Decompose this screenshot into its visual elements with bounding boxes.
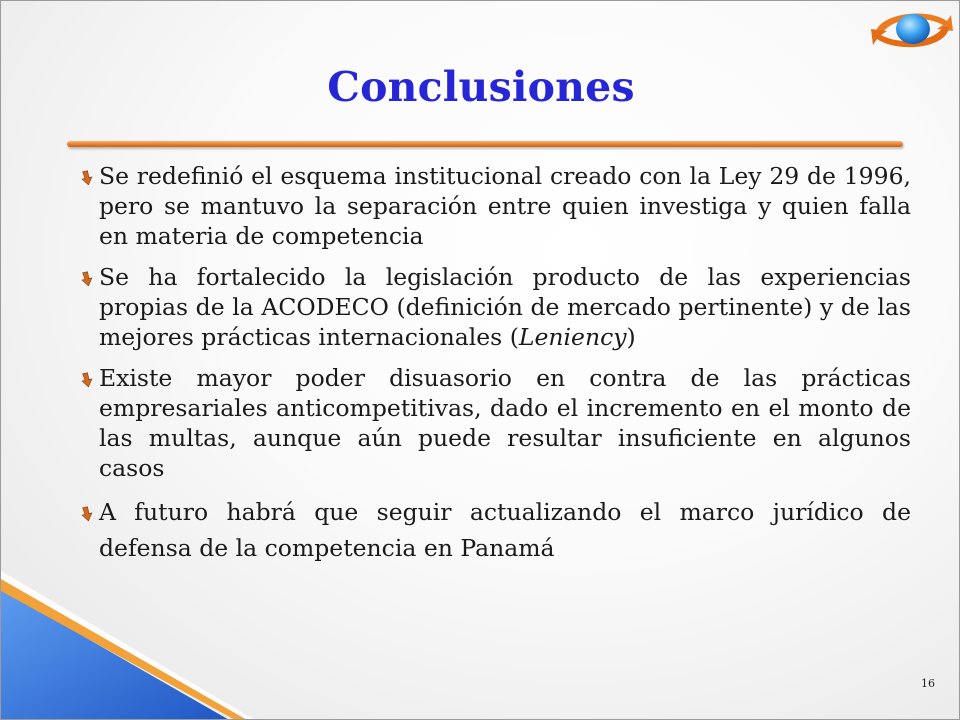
- bullet-list: [77, 161, 911, 577]
- down-arrow-bullet-icon: [79, 372, 95, 388]
- down-arrow-bullet-icon: [79, 506, 95, 522]
- corner-decoration: [1, 561, 261, 720]
- bullet-text: Se ha fortalecido la legislación producto de las experiencias propias de la ACODECO (definición de mercado pertinente) y de las mejores prácticas internacionales (: [99, 263, 911, 351]
- bullet-text-end: ): [626, 323, 636, 351]
- slide-title: Conclusiones: [327, 63, 635, 111]
- down-arrow-bullet-icon: [79, 271, 95, 287]
- title-underline-rule: [67, 141, 903, 147]
- bullet-text-italic: Leniency: [518, 323, 627, 351]
- bullet-text: A futuro habrá que seguir actualizando el marco jurídico de defensa de la competencia en Panamá: [99, 498, 911, 562]
- bullet-item: [77, 161, 911, 251]
- bullet-text: Se redefinió el esquema institucional creado con la Ley 29 de 1996, pero se mantuvo la separación entre quien investiga y quien falla en materia de competencia: [99, 162, 911, 250]
- bullet-text: Existe mayor poder disuasorio en contra de las prácticas empresariales anticompetitivas, dado el incremento en el monto de las multas, aunque aún puede resultar insuficiente en algunos casos: [99, 364, 911, 482]
- down-arrow-bullet-icon: [79, 170, 95, 186]
- globe-arrows-logo-icon: [867, 5, 957, 55]
- bullet-item: [77, 262, 911, 352]
- bullet-item: [77, 494, 911, 566]
- page-number: 16: [921, 677, 935, 690]
- bullet-item: [77, 363, 911, 483]
